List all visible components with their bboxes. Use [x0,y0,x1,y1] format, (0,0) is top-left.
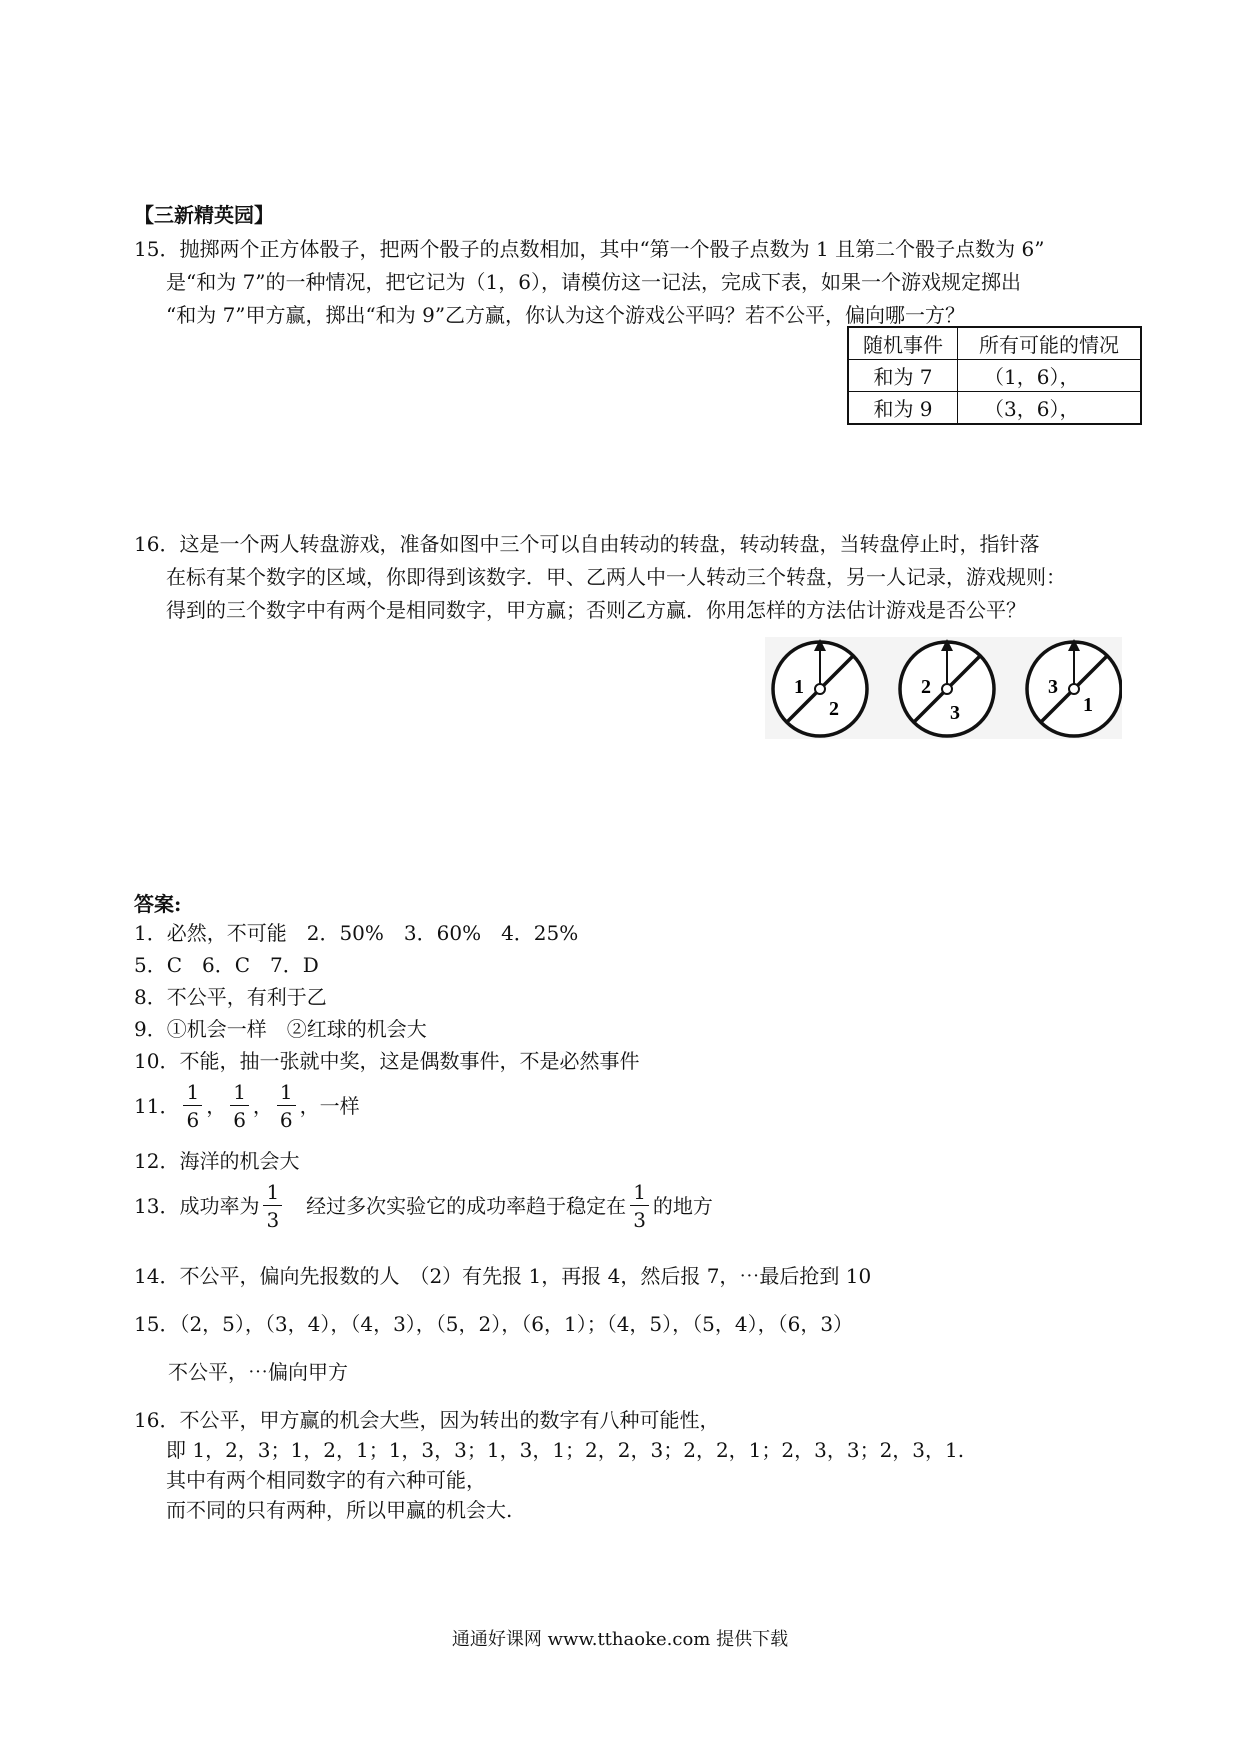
fraction [183,1082,202,1130]
answer-12: 12．海洋的机会大 [134,1149,300,1173]
fraction-denominator: 6 [186,1108,200,1132]
separator: ， [206,1094,227,1118]
question-15 [134,233,1044,332]
answer-13-suffix: 的地方 [652,1194,713,1218]
answer-13-middle: 经过多次实验它的成功率趋于稳定在 [286,1194,627,1218]
table-header-row [848,327,1141,360]
q15-line-2: 是“和为 7”的一种情况，把它记为（1，6），请模仿这一记法，完成下表，如果一个游戏规定掷出 [166,270,1021,294]
fraction-numerator: 1 [183,1082,202,1106]
fraction [230,1082,249,1130]
answer-11-prefix: 11． [134,1094,180,1118]
q15-line-3: “和为 7”甲方赢，掷出“和为 9”乙方赢，你认为这个游戏公平吗？若不公平，偏向哪一方？ [166,303,966,327]
q16-line-1: 16．这是一个两人转盘游戏，准备如图中三个可以自由转动的转盘，转动转盘，当转盘停止时，指针落 [134,532,1040,556]
section-title: 【三新精英园】 [134,203,274,227]
answer-15-line-2: 不公平，⋯偏向甲方 [168,1360,348,1384]
answer-15-line-1: 15．（2，5），（3，4），（4，3），（5，2），（6，1）；（4，5），（5，4），（6，3） [134,1312,854,1336]
fraction [277,1082,296,1130]
answer-16 [134,1405,964,1525]
answers-title: 答案: [134,892,182,916]
spinner-2 [900,642,994,736]
answer-16-line-2: 即 1，2，3；1，2，1；1，3，3；1，3，1；2，2，3；2，2，1；2，3，3；2，3，1. [166,1438,965,1462]
table-cell: （1，6）， [958,360,1142,392]
answer-14: 14．不公平，偏向先报数的人 （2）有先报 1，再报 4，然后报 7，⋯最后抢到 10 [134,1264,872,1288]
fraction [263,1182,282,1230]
fraction-numerator: 1 [630,1182,649,1206]
fraction-numerator: 1 [277,1082,296,1106]
table-cell: （3，6）， [958,392,1142,425]
fraction-denominator: 3 [266,1208,280,1232]
fraction-denominator: 6 [233,1108,246,1132]
spinner-3 [1027,642,1121,736]
spinner-3-number-top: 3 [1048,676,1058,698]
answer-16-line-4: 而不同的只有两种，所以甲赢的机会大. [166,1498,513,1522]
q15-line-1: 15．抛掷两个正方体骰子，把两个骰子的点数相加，其中“第一个骰子点数为 1 且第二个骰子点数为 6” [134,237,1045,261]
question-16 [134,528,1066,627]
answer-10: 10．不能，抽一张就中奖，这是偶数事件，不是必然事件 [134,1049,640,1073]
fraction [630,1182,649,1230]
fraction-denominator: 3 [633,1208,646,1232]
answer-13-prefix: 13．成功率为 [134,1194,260,1218]
spinner-1-number-top: 1 [794,676,804,698]
answer-16-line-1: 16．不公平，甲方赢的机会大些，因为转出的数字有八种可能性， [134,1408,720,1432]
table-cell: 和为 7 [848,360,958,392]
answer-1-4: 1．必然，不可能 2．50% 3．60% 4．25% [134,921,579,945]
spinner-3-number-bottom: 1 [1083,694,1093,716]
spinner-2-number-top: 2 [921,676,931,698]
spinner-1 [773,642,867,736]
q16-line-3: 得到的三个数字中有两个是相同数字，甲方赢；否则乙方赢．你用怎样的方法估计游戏是否公平？ [166,598,1026,622]
answer-13 [134,1182,713,1230]
fraction-denominator: 6 [279,1108,293,1132]
spinners-figure [765,637,1122,739]
fraction-numerator: 1 [230,1082,249,1106]
separator: ， [252,1094,273,1118]
answer-11 [134,1082,360,1130]
spinner-1-number-bottom: 2 [829,698,839,720]
table-row [848,392,1141,425]
events-table [847,326,1142,425]
answer-5-7: 5．C 6．C 7．D [134,953,319,977]
answer-9: 9．①机会一样 ②红球的机会大 [134,1017,427,1041]
table-header: 随机事件 [848,327,958,360]
table-header: 所有可能的情况 [958,327,1142,360]
fraction-numerator: 1 [263,1182,282,1206]
spinners-svg [765,637,1122,739]
q16-line-2: 在标有某个数字的区域，你即得到该数字．甲、乙两人中一人转动三个转盘，另一人记录，游戏规则： [166,565,1066,589]
answer-16-line-3: 其中有两个相同数字的有六种可能， [166,1468,486,1492]
spinner-2-number-bottom: 3 [950,702,960,724]
table-cell: 和为 9 [848,392,958,425]
answer-8: 8．不公平，有利于乙 [134,985,327,1009]
answer-11-suffix: ，一样 [299,1094,360,1118]
page-footer: 通通好课网 www.tthaoke.com 提供下载 [451,1629,789,1650]
table-row [848,360,1141,392]
